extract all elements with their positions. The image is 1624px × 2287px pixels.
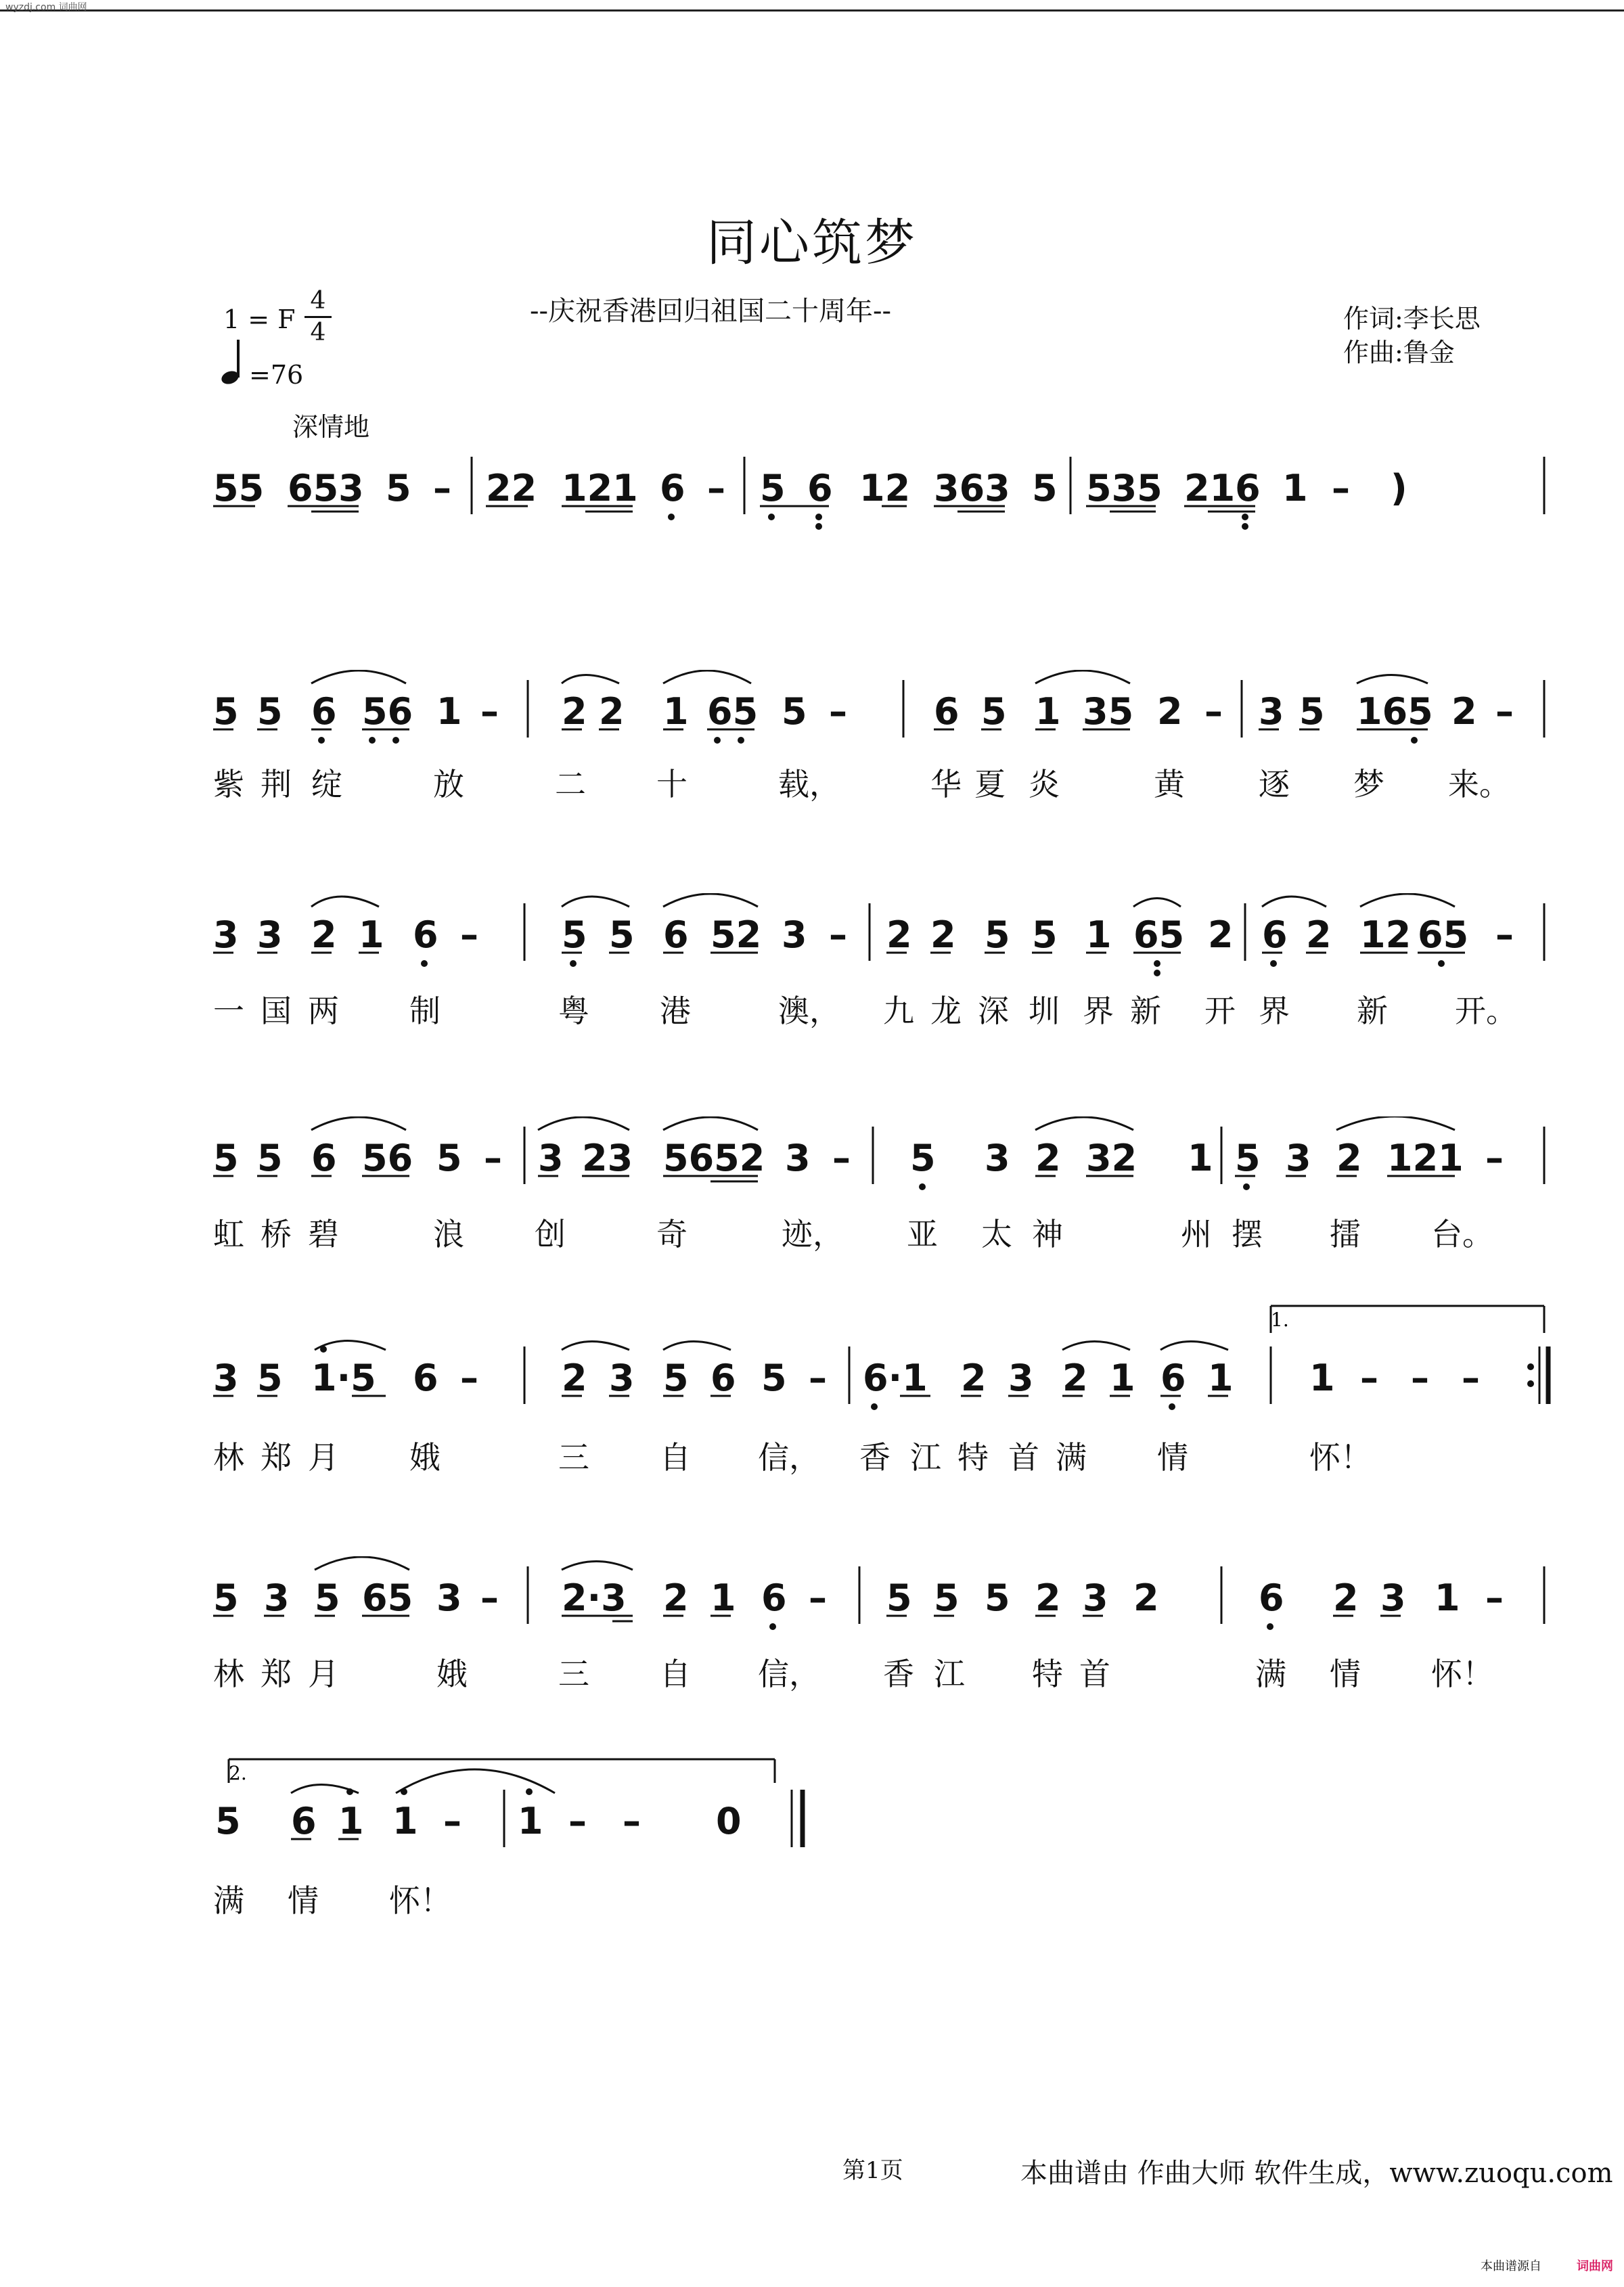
note: 3: [985, 1137, 1010, 1179]
note: 2: [1306, 913, 1332, 956]
note: 5: [213, 1137, 239, 1179]
note: –: [480, 690, 499, 733]
lyric: 情: [1157, 1439, 1188, 1476]
lyric: 炎: [1029, 766, 1060, 802]
note: 2: [1035, 1577, 1061, 1619]
time-sig-bottom: 4: [310, 319, 326, 346]
note: 3: [1008, 1357, 1034, 1399]
note: 5: [1032, 467, 1058, 510]
note: 65: [362, 1577, 413, 1619]
note: 3: [782, 913, 807, 956]
lyric: 夏: [974, 766, 1006, 802]
lyric: 碧: [308, 1216, 339, 1252]
lyric: 圳: [1029, 993, 1060, 1029]
note: 2: [1133, 1577, 1159, 1619]
lyric: 放: [433, 766, 464, 802]
lyric: 娥: [409, 1439, 441, 1476]
note: 3: [264, 1577, 290, 1619]
lyric: 迹，: [782, 1216, 844, 1252]
note: 3: [213, 1357, 239, 1399]
scan-top-border: [0, 0, 1624, 12]
note: 6: [761, 1577, 787, 1619]
note: 1: [338, 1800, 364, 1842]
system-1: [0, 447, 1624, 535]
lyric: 华: [930, 766, 962, 802]
lyric: 黄: [1154, 766, 1185, 802]
lyric: 界: [1259, 993, 1290, 1029]
brand-left: 本曲谱源自: [1481, 2259, 1541, 2273]
note: –: [1495, 690, 1514, 733]
volta-1-label: 1.: [1271, 1309, 1289, 1331]
note: 6: [413, 913, 438, 956]
lyric: 郑: [261, 1656, 292, 1692]
system-7-lyrics: [0, 1874, 1624, 1928]
note: 2: [1208, 913, 1234, 956]
volta-2-label: 2.: [229, 1762, 247, 1784]
note: 535: [1086, 467, 1163, 510]
lyric: 特: [957, 1439, 989, 1476]
system-4: [0, 1116, 1624, 1204]
lyric: 满: [1255, 1656, 1286, 1692]
lyricist-credit: 作词:李长思: [1343, 304, 1481, 334]
note: ): [1391, 467, 1407, 510]
note: 1: [1309, 1357, 1335, 1399]
lyric: 九: [883, 993, 914, 1029]
lyric: 林: [213, 1656, 244, 1692]
note: 55: [213, 467, 265, 510]
system-5-lyrics: [0, 1431, 1624, 1485]
note: –: [484, 1137, 502, 1179]
note: –: [1462, 1357, 1480, 1399]
note: 1: [1110, 1357, 1135, 1399]
note: –: [480, 1577, 499, 1619]
note: 2: [562, 690, 587, 733]
note: –: [460, 913, 478, 956]
note: 3: [213, 913, 239, 956]
lyric: 怀！: [1309, 1439, 1372, 1476]
lyric: 逐: [1259, 766, 1290, 802]
lyric: 香: [883, 1656, 914, 1692]
lyric: 界: [1083, 993, 1114, 1029]
note: 23: [582, 1137, 633, 1179]
key-signature: 1 = F: [223, 304, 296, 334]
system-1-notes: [213, 467, 1407, 510]
scan-tag: wyzdj.com 词曲网: [5, 2, 87, 13]
note: 5: [981, 690, 1007, 733]
note: 2: [311, 913, 337, 956]
note: 5: [760, 467, 786, 510]
note: 2: [1035, 1137, 1061, 1179]
lyric: 开: [1204, 993, 1236, 1029]
note: 12: [859, 467, 911, 510]
note: 5: [562, 913, 587, 956]
lyric: 月: [308, 1656, 339, 1692]
note: 65: [1418, 913, 1469, 956]
lyric: 自: [660, 1439, 691, 1476]
lyric: 十: [656, 766, 687, 802]
lyric: 奇: [656, 1216, 687, 1252]
note: 5: [910, 1137, 936, 1179]
lyric: 江: [910, 1439, 941, 1476]
lyric: 载，: [778, 766, 840, 802]
note: –: [1485, 1577, 1504, 1619]
note: –: [829, 690, 847, 733]
note: 1: [518, 1800, 543, 1842]
note: –: [1332, 467, 1350, 510]
note: 3: [609, 1357, 635, 1399]
lyric: 梦: [1353, 766, 1384, 802]
lyric: 特: [1032, 1656, 1063, 1692]
note: –: [1411, 1357, 1429, 1399]
lyric: 桥: [261, 1216, 292, 1252]
note: 1: [710, 1577, 736, 1619]
lyric: 太: [981, 1216, 1012, 1252]
lyric: 虹: [213, 1216, 244, 1252]
lyric: 深: [978, 993, 1009, 1029]
note: 5: [315, 1577, 340, 1619]
lyric: 粤: [558, 993, 589, 1029]
lyric: 月: [308, 1439, 339, 1476]
lyric: 林: [213, 1439, 244, 1476]
note: 5: [1032, 913, 1058, 956]
note: 3: [1259, 690, 1284, 733]
note: 5: [257, 1137, 283, 1179]
lyric: 香: [859, 1439, 890, 1476]
note: 5: [436, 1137, 462, 1179]
note: 121: [1387, 1137, 1464, 1179]
note: –: [460, 1357, 478, 1399]
lyric: 台。: [1431, 1216, 1493, 1252]
note: 5: [886, 1577, 912, 1619]
note: 2: [961, 1357, 987, 1399]
lyric: 首: [1008, 1439, 1039, 1476]
note: 6: [663, 913, 689, 956]
note: 3: [1380, 1577, 1406, 1619]
note: 3: [257, 913, 283, 956]
note: 363: [934, 467, 1010, 510]
time-sig-top: 4: [310, 287, 326, 315]
lyric: 州: [1181, 1216, 1212, 1252]
lyric: 情: [288, 1882, 319, 1919]
note: 6: [311, 690, 337, 733]
note: 6: [413, 1357, 438, 1399]
lyric: 满: [1056, 1439, 1087, 1476]
note: 0: [716, 1800, 742, 1842]
score-subtitle: --庆祝香港回归祖国二十周年--: [529, 296, 892, 327]
note: 5: [782, 690, 807, 733]
lyric: 两: [308, 993, 339, 1029]
lyric: 龙: [930, 993, 962, 1029]
note: 3: [538, 1137, 564, 1179]
lyric: 摆: [1232, 1216, 1263, 1252]
note: 2: [1451, 690, 1477, 733]
note: 5: [609, 913, 635, 956]
lyric: 一: [213, 993, 244, 1029]
note: 5: [213, 1577, 239, 1619]
system-3: [0, 893, 1624, 981]
lyric: 自: [660, 1656, 691, 1692]
system-7: [0, 1746, 1624, 1881]
note: 1: [1188, 1137, 1213, 1179]
note: 1: [359, 913, 384, 956]
note: 653: [288, 467, 364, 510]
system-1-dots: [668, 514, 1248, 530]
note: –: [433, 467, 451, 510]
lyric: 二: [555, 766, 586, 802]
note: 3: [436, 1577, 462, 1619]
note: 6: [1262, 913, 1288, 956]
note: 2: [1336, 1137, 1362, 1179]
note: 5: [985, 913, 1010, 956]
system-4-lyrics: [0, 1208, 1624, 1262]
time-sig-bar: [304, 316, 332, 318]
lyric: 擂: [1330, 1216, 1361, 1252]
note: 6·1: [863, 1357, 928, 1399]
note: 1: [1282, 467, 1308, 510]
note: 5: [985, 1577, 1010, 1619]
note: 52: [710, 913, 762, 956]
expression-marking: 深情地: [292, 412, 370, 442]
score-title: 同心筑梦: [706, 214, 918, 272]
note: –: [1360, 1357, 1378, 1399]
note: 5652: [663, 1137, 765, 1179]
note: 5: [257, 690, 283, 733]
tempo-marking: =76: [249, 360, 304, 390]
lyric: 怀！: [1431, 1656, 1493, 1692]
note: –: [1485, 1137, 1504, 1179]
lyric: 制: [409, 993, 441, 1029]
lyric: 首: [1079, 1656, 1110, 1692]
lyric: 娥: [436, 1656, 468, 1692]
note: 2: [1333, 1577, 1359, 1619]
brand-logo: 词曲网: [1577, 2259, 1613, 2273]
note: 65: [707, 690, 759, 733]
note: 2: [663, 1577, 689, 1619]
note: 5: [257, 1357, 283, 1399]
system-2-lyrics: [0, 758, 1624, 812]
note: 1: [392, 1800, 418, 1842]
note: 5: [934, 1577, 960, 1619]
note: 6: [934, 690, 960, 733]
note: 5: [386, 467, 411, 510]
note: 216: [1184, 467, 1261, 510]
lyric: 信，: [758, 1656, 820, 1692]
note: 5: [1235, 1137, 1261, 1179]
lyric: 国: [261, 993, 292, 1029]
note: 1: [1435, 1577, 1460, 1619]
note: 22: [486, 467, 537, 510]
note: 1: [663, 690, 689, 733]
note: 1: [1035, 690, 1061, 733]
note: 1: [1208, 1357, 1234, 1399]
note: 121: [562, 467, 638, 510]
note: –: [568, 1800, 587, 1842]
note: –: [443, 1800, 461, 1842]
lyric: 港: [660, 993, 691, 1029]
note: 5: [1299, 690, 1325, 733]
note: 6: [660, 467, 685, 510]
time-signature: [304, 288, 332, 346]
lyric: 信，: [758, 1439, 820, 1476]
lyric: 神: [1032, 1216, 1063, 1252]
lyric: 江: [934, 1656, 965, 1692]
note: 2: [599, 690, 625, 733]
lyric: 郑: [261, 1439, 292, 1476]
note: 1: [1086, 913, 1112, 956]
note: –: [809, 1357, 827, 1399]
system-5: [0, 1292, 1624, 1428]
note: 65: [1133, 913, 1185, 956]
lyric: 来。: [1448, 766, 1510, 802]
lyric: 澳，: [778, 993, 840, 1029]
note: 6: [1160, 1357, 1186, 1399]
note: 2: [1157, 690, 1183, 733]
lyric: 情: [1330, 1656, 1361, 1692]
lyric: 浪: [433, 1216, 464, 1252]
quarter-note-icon: [221, 338, 248, 386]
note: 5: [213, 690, 239, 733]
lyric: 创: [535, 1216, 566, 1252]
composer-credit: 作曲:鲁金: [1343, 338, 1455, 367]
note: –: [829, 913, 847, 956]
note: 6: [291, 1800, 317, 1842]
note: 2: [886, 913, 912, 956]
lyric: 三: [558, 1656, 589, 1692]
lyric: 绽: [311, 766, 342, 802]
system-6: [0, 1556, 1624, 1644]
note: 56: [362, 690, 413, 733]
note: 32: [1086, 1137, 1137, 1179]
note: –: [832, 1137, 851, 1179]
note: 5: [761, 1357, 787, 1399]
lyric: 新: [1357, 993, 1388, 1029]
note: 56: [362, 1137, 413, 1179]
note: –: [1495, 913, 1514, 956]
note: 6: [710, 1357, 736, 1399]
note: 6: [807, 467, 833, 510]
lyric: 紫: [213, 766, 244, 802]
lyric: 开。: [1455, 993, 1517, 1029]
note: 165: [1357, 690, 1433, 733]
note: 2·3: [562, 1577, 627, 1619]
lyric: 荆: [261, 766, 292, 802]
note: –: [623, 1800, 641, 1842]
note: 35: [1083, 690, 1134, 733]
note: 5: [215, 1800, 241, 1842]
lyric: 怀！: [389, 1882, 451, 1919]
system-3-lyrics: [0, 984, 1624, 1039]
note: 12: [1360, 913, 1412, 956]
note: 2: [562, 1357, 587, 1399]
note: 5: [663, 1357, 689, 1399]
note: –: [707, 467, 725, 510]
note: 2: [1062, 1357, 1088, 1399]
lyric: 满: [213, 1882, 244, 1919]
note: 3: [1286, 1137, 1311, 1179]
note: 6: [1259, 1577, 1284, 1619]
note: 6: [311, 1137, 337, 1179]
note: 2: [930, 913, 956, 956]
note: 3: [1083, 1577, 1108, 1619]
lyric: 新: [1130, 993, 1161, 1029]
note: 3: [785, 1137, 811, 1179]
lyric: 三: [558, 1439, 589, 1476]
note: 1: [436, 690, 462, 733]
generator-note: 本曲谱由 作曲大师 软件生成，www.zuoqu.com: [1020, 2158, 1613, 2189]
lyric: 亚: [907, 1216, 938, 1252]
note: –: [809, 1577, 827, 1619]
page-number: 第1页: [842, 2157, 903, 2184]
note: –: [1204, 690, 1223, 733]
note: 1·5: [311, 1357, 376, 1399]
system-6-lyrics: [0, 1648, 1624, 1702]
